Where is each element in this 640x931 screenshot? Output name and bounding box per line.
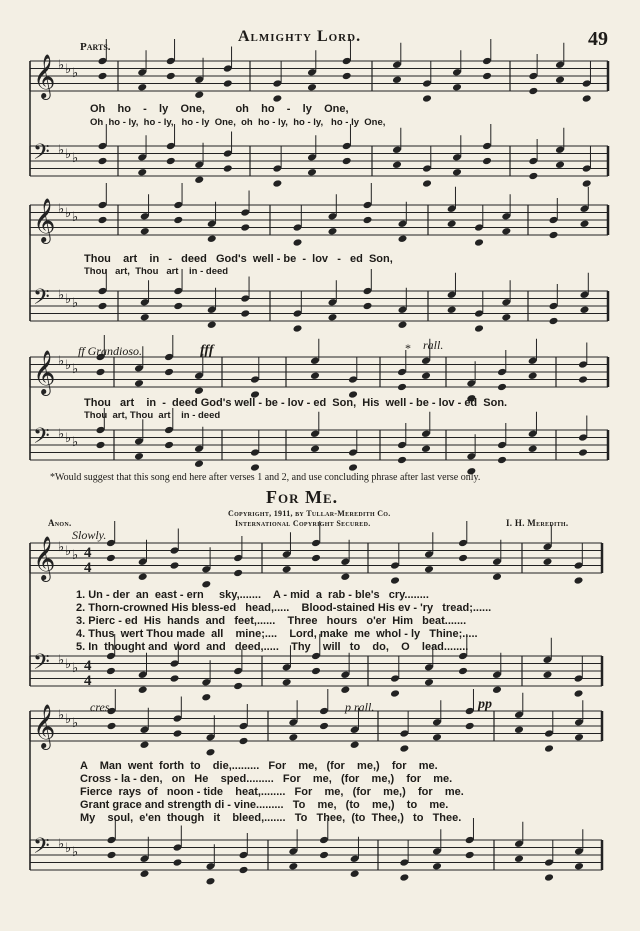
bass-clef-icon: 𝄢 — [33, 285, 50, 315]
note-head — [458, 554, 468, 563]
note-head — [501, 313, 511, 322]
note-head — [465, 722, 475, 731]
note-head — [107, 722, 117, 731]
hymn-title-almighty-lord: Almighty Lord. — [238, 28, 362, 45]
note-head — [497, 383, 507, 392]
bass-clef-icon: 𝄢 — [33, 834, 50, 864]
composer-right: I. H. Meredith. — [506, 518, 569, 528]
verse1-line2: A Man went forth to die,......... For me, (for me,) for me. — [80, 760, 438, 772]
note-head — [574, 733, 584, 742]
note-head — [492, 685, 502, 694]
note-head — [392, 160, 402, 169]
note-head — [201, 693, 211, 702]
note-head — [201, 580, 211, 589]
flat-icon: ♭ — [72, 66, 79, 81]
note-head — [555, 75, 565, 84]
note-head — [390, 689, 400, 698]
note-head — [96, 441, 106, 450]
note-head — [293, 324, 303, 333]
note-head — [239, 866, 249, 875]
flat-icon: ♭ — [58, 540, 65, 555]
cres-marking: cres. — [90, 700, 113, 714]
note-head — [164, 368, 174, 377]
note-head — [106, 554, 116, 563]
note-head — [250, 463, 260, 472]
note-head — [98, 157, 108, 166]
note-head — [543, 670, 553, 679]
note-head — [514, 725, 524, 734]
note-head — [106, 667, 116, 676]
flat-icon: ♭ — [72, 210, 79, 225]
flat-icon: ♭ — [65, 292, 72, 307]
note-head — [424, 565, 434, 574]
verse3-line1: 3. Pierc - ed His hands and feet,...... Three hours o'er Him beat....... — [76, 615, 467, 627]
flat-icon: ♭ — [65, 358, 72, 373]
time-sig-top: 4 — [84, 545, 92, 561]
note-head — [140, 869, 150, 878]
note-head — [465, 851, 475, 860]
note-head — [98, 72, 108, 81]
flat-icon: ♭ — [72, 151, 79, 166]
note-head — [392, 75, 402, 84]
note-head — [319, 851, 329, 860]
note-head — [348, 463, 358, 472]
note-head — [549, 231, 559, 240]
note-head — [397, 383, 407, 392]
note-head — [363, 216, 373, 225]
note-head — [288, 733, 298, 742]
treble-clef-icon: 𝄞 — [33, 350, 56, 394]
note-head — [422, 94, 432, 103]
hymn1-sys1-lyric2: Oh ho - ly, ho - ly, ho - ly One, oh ho - ly, ho - ly, ho - ly One, — [90, 117, 386, 128]
flat-icon: ♭ — [72, 548, 79, 563]
note-head — [307, 83, 317, 92]
note-head — [223, 79, 233, 88]
asterisk-mark: * — [405, 341, 411, 355]
note-head — [311, 554, 321, 563]
note-head — [555, 160, 565, 169]
note-head — [514, 854, 524, 863]
note-head — [107, 851, 117, 860]
hymn-title-for-me: For Me. — [266, 487, 339, 507]
note-head — [482, 157, 492, 166]
note-head — [399, 744, 409, 753]
hymn1-sys2-lyric1: Thou art in - deed God's well - be - lov - ed Son, — [84, 253, 393, 265]
flat-icon: ♭ — [58, 288, 65, 303]
flat-icon: ♭ — [65, 431, 72, 446]
note-head — [342, 157, 352, 166]
time-sig-top: 4 — [84, 560, 92, 576]
fff-marking: fff — [200, 343, 214, 358]
note-head — [272, 94, 282, 103]
note-head — [574, 862, 584, 871]
note-head — [574, 689, 584, 698]
grandioso-marking: ff Grandioso. — [78, 344, 143, 358]
note-head — [173, 216, 183, 225]
note-head — [293, 238, 303, 247]
note-head — [137, 168, 147, 177]
note-head — [206, 748, 216, 757]
bass-clef-icon: 𝄢 — [33, 140, 50, 170]
note-head — [421, 444, 431, 453]
note-head — [543, 557, 553, 566]
copyright-line1: Copyright, 1911, by Tullar-Meredith Co. — [228, 509, 391, 518]
treble-clef-icon: 𝄞 — [33, 536, 56, 580]
time-sig-bottom: 4 — [84, 658, 92, 674]
verse4-line2: Grant grace and strength di - vine......... To me, (to me,) to me. — [80, 799, 449, 811]
note-head — [398, 234, 408, 243]
note-head — [328, 227, 338, 236]
rall-marking: rall. — [423, 338, 444, 352]
flat-icon: ♭ — [72, 296, 79, 311]
flat-icon: ♭ — [72, 661, 79, 676]
note-head — [282, 678, 292, 687]
hymn1-sys3-lyric2: Thou art, Thou art in - deed — [84, 410, 221, 421]
note-head — [194, 459, 204, 468]
flat-icon: ♭ — [58, 202, 65, 217]
note-head — [319, 722, 329, 731]
pp-marking: pp — [478, 697, 492, 712]
note-head — [311, 667, 321, 676]
note-head — [580, 305, 590, 314]
footnote: *Would suggest that this song end here after verses 1 and 2, and use concluding phrase after last verse only. — [50, 472, 481, 483]
note-head — [288, 862, 298, 871]
flat-icon: ♭ — [65, 544, 72, 559]
hymn1-sys3-lyric1: Thou art in - deed God's well - be - lov - ed Son, His well - be - lov - ed Son. — [84, 397, 508, 409]
flat-icon: ♭ — [65, 657, 72, 672]
note-head — [307, 168, 317, 177]
note-head — [432, 733, 442, 742]
note-head — [482, 72, 492, 81]
note-head — [194, 90, 204, 99]
p-rall-marking: p rall. — [345, 700, 375, 714]
note-head — [578, 448, 588, 457]
note-head — [574, 576, 584, 585]
note-head — [350, 740, 360, 749]
note-head — [528, 172, 538, 181]
note-head — [422, 179, 432, 188]
flat-icon: ♭ — [72, 435, 79, 450]
flat-icon: ♭ — [58, 143, 65, 158]
note-head — [363, 302, 373, 311]
note-head — [173, 858, 183, 867]
note-head — [424, 678, 434, 687]
verse5-line2: My soul, e'en though it bleed,....... To Thee, (to Thee,) to Thee. — [80, 812, 462, 824]
note-head — [458, 667, 468, 676]
note-head — [544, 744, 554, 753]
note-head — [398, 320, 408, 329]
verse2-line2: Cross - la - den, on He sped......... For me, (for me,) for me. — [80, 773, 453, 785]
copyright-line2: International Copyright Secured. — [235, 519, 371, 528]
note-head — [223, 164, 233, 173]
note-head — [544, 873, 554, 882]
treble-clef-icon: 𝄞 — [33, 54, 56, 98]
note-head — [452, 83, 462, 92]
note-head — [399, 873, 409, 882]
note-head — [207, 234, 217, 243]
note-head — [140, 313, 150, 322]
note-head — [134, 452, 144, 461]
note-head — [580, 219, 590, 228]
flat-icon: ♭ — [58, 708, 65, 723]
note-head — [474, 238, 484, 247]
note-head — [328, 313, 338, 322]
flat-icon: ♭ — [65, 712, 72, 727]
bass-clef-icon: 𝄢 — [33, 424, 50, 454]
tempo-marking: Slowly. — [72, 528, 107, 542]
note-head — [233, 569, 243, 578]
note-head — [390, 576, 400, 585]
note-head — [166, 72, 176, 81]
flat-icon: ♭ — [58, 837, 65, 852]
note-head — [421, 371, 431, 380]
page-number: 49 — [588, 28, 608, 50]
note-head — [170, 561, 180, 570]
note-head — [194, 175, 204, 184]
note-head — [134, 379, 144, 388]
verse4-line1: 4. Thus wert Thou made all mine;.... Lord, make me whol - ly Thine;..... — [76, 628, 478, 640]
flat-icon: ♭ — [65, 841, 72, 856]
flat-icon: ♭ — [58, 427, 65, 442]
verse3-line2: Fierce rays of noon - tide heat,........ For me, (for me,) for me. — [80, 786, 464, 798]
note-head — [432, 862, 442, 871]
note-head — [578, 375, 588, 384]
note-head — [492, 572, 502, 581]
hymn1-sys2-lyric2: Thou art, Thou art in - deed — [84, 266, 229, 277]
note-head — [98, 216, 108, 225]
note-head — [474, 324, 484, 333]
note-head — [173, 729, 183, 738]
note-head — [340, 572, 350, 581]
note-head — [140, 740, 150, 749]
note-head — [170, 674, 180, 683]
verse2-line1: 2. Thorn-crowned His bless-ed head,..... Blood-stained His ev - 'ry tread;...... — [76, 602, 492, 614]
note-head — [137, 83, 147, 92]
note-head — [233, 682, 243, 691]
note-head — [282, 565, 292, 574]
note-head — [240, 309, 250, 318]
note-head — [501, 227, 511, 236]
flat-icon: ♭ — [65, 147, 72, 162]
note-head — [138, 685, 148, 694]
time-sig-bottom: 4 — [84, 673, 92, 689]
note-head — [452, 168, 462, 177]
hymn1-sys1-lyric1: Oh ho - ly One, oh ho - ly One, — [90, 103, 349, 115]
note-head — [207, 320, 217, 329]
flat-icon: ♭ — [72, 716, 79, 731]
note-head — [350, 869, 360, 878]
note-head — [310, 444, 320, 453]
note-head — [549, 317, 559, 326]
note-head — [582, 94, 592, 103]
composer-left: Anon. — [48, 518, 72, 528]
note-head — [340, 685, 350, 694]
note-head — [447, 219, 457, 228]
note-head — [528, 444, 538, 453]
note-head — [194, 386, 204, 395]
flat-icon: ♭ — [65, 206, 72, 221]
verse1-line1: 1. Un - der an east - ern sky,....... A - mid a rab - ble's cry........ — [76, 589, 429, 601]
flat-icon: ♭ — [72, 362, 79, 377]
treble-clef-icon: 𝄞 — [33, 704, 56, 748]
flat-icon: ♭ — [58, 653, 65, 668]
note-head — [206, 877, 216, 886]
note-head — [96, 368, 106, 377]
note-head — [528, 87, 538, 96]
parts-label: Parts. — [80, 41, 111, 53]
note-head — [240, 223, 250, 232]
note-head — [497, 456, 507, 465]
note-head — [138, 572, 148, 581]
note-head — [166, 157, 176, 166]
note-head — [239, 737, 249, 746]
flat-icon: ♭ — [65, 62, 72, 77]
note-head — [582, 179, 592, 188]
note-head — [528, 371, 538, 380]
note-head — [310, 371, 320, 380]
note-head — [447, 305, 457, 314]
note-head — [140, 227, 150, 236]
note-head — [342, 72, 352, 81]
note-head — [164, 441, 174, 450]
bass-clef-icon: 𝄢 — [33, 650, 50, 680]
flat-icon: ♭ — [58, 58, 65, 73]
flat-icon: ♭ — [58, 354, 65, 369]
flat-icon: ♭ — [72, 845, 79, 860]
note-head — [173, 302, 183, 311]
note-head — [397, 456, 407, 465]
treble-clef-icon: 𝄞 — [33, 198, 56, 242]
note-head — [272, 179, 282, 188]
verse5-line1: 5. In thought and word and deed,..... Thy will to do, O lead........ — [76, 641, 469, 653]
note-head — [98, 302, 108, 311]
